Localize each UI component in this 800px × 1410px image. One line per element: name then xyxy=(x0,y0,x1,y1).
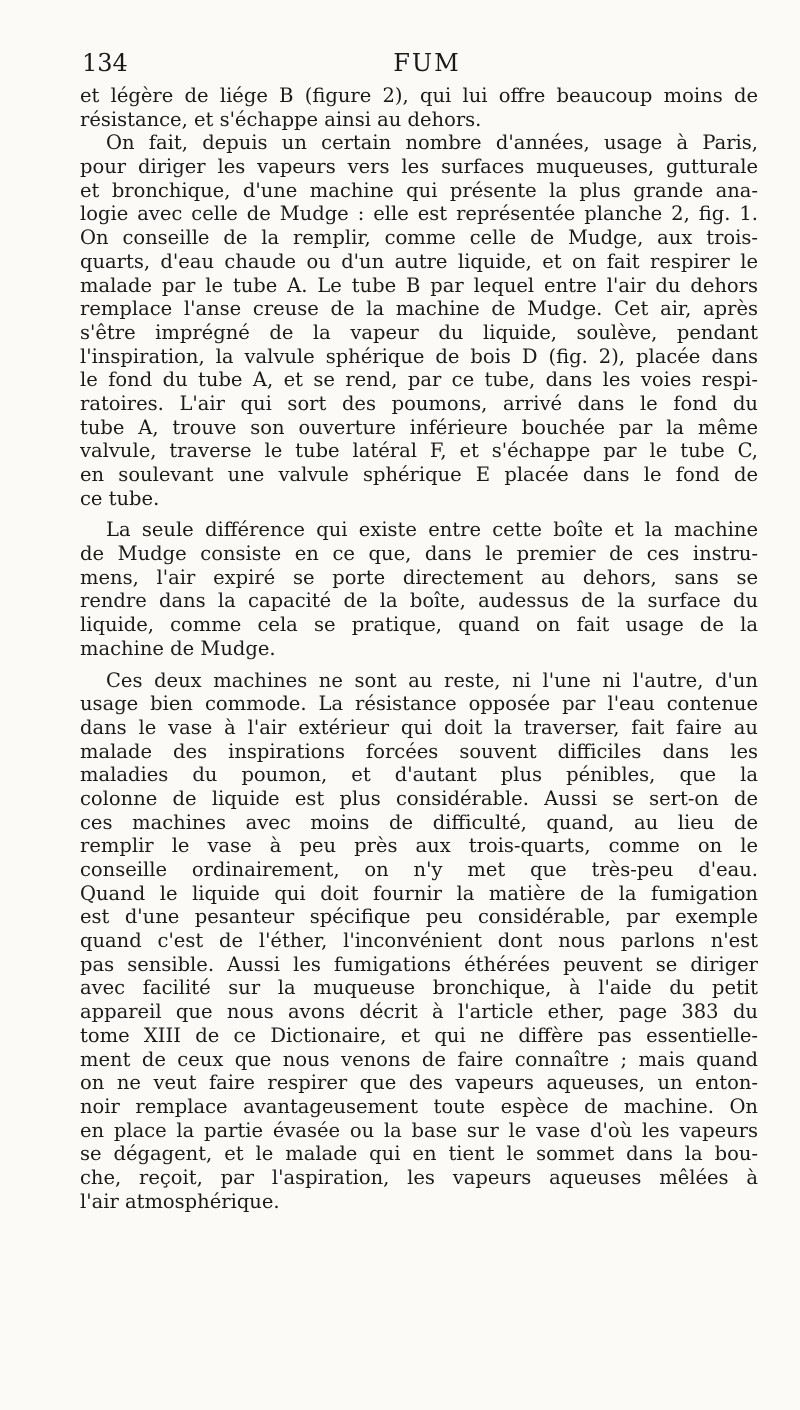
text-line: che, reçoit, par l'aspiration, les vapeurs aqueuses mêlées à xyxy=(80,1165,758,1189)
paragraph xyxy=(80,84,758,131)
text-line: Ces deux machines ne sont au reste, ni l'une ni l'autre, d'un xyxy=(106,668,758,692)
text-line: tome XIII de ce Dictionaire, et qui ne diffère pas essentielle- xyxy=(80,1023,758,1047)
text-line: ratoires. L'air qui sort des poumons, arrivé dans le fond du xyxy=(80,391,758,415)
text-line: usage bien commode. La résistance opposée par l'eau contenue xyxy=(80,692,758,716)
text-line: ce tube. xyxy=(80,486,160,510)
text-line: On fait, depuis un certain nombre d'années, usage à Paris, xyxy=(106,131,758,155)
paragraph xyxy=(80,669,758,1214)
text-line: mens, l'air expiré se porte directement au dehors, sans se xyxy=(80,565,758,589)
paragraph-gap xyxy=(80,661,758,669)
text-line: pour diriger les vapeurs vers les surfaces muqueuses, gutturale xyxy=(80,155,758,179)
page-header xyxy=(82,46,772,80)
text-line: Quand le liquide qui doit fournir la matière de la fumigation xyxy=(80,881,758,905)
text-line: quarts, d'eau chaude ou d'un autre liquide, et on fait respirer le xyxy=(80,249,758,273)
text-line: l'inspiration, la valvule sphérique de bois D (fig. 2), placée dans xyxy=(80,344,758,368)
text-line: rendre dans la capacité de la boîte, audessus de la surface du xyxy=(80,589,758,613)
paragraph xyxy=(80,131,758,510)
text-line: s'être imprégné de la vapeur du liquide, soulève, pendant xyxy=(80,320,758,344)
text-line: est d'une pesanteur spécifique peu considérable, par exemple xyxy=(80,905,758,929)
page-body xyxy=(80,84,758,1213)
running-head: FUM xyxy=(393,49,461,77)
text-line: ment de ceux que nous venons de faire connaître ; mais quand xyxy=(80,1047,758,1071)
paragraph-gap xyxy=(80,510,758,518)
text-line: valvule, traverse le tube latéral F, et s'échappe par le tube C, xyxy=(80,439,758,463)
page-number: 134 xyxy=(82,49,128,77)
text-line: La seule différence qui existe entre cette boîte et la machine xyxy=(106,518,758,542)
text-line: On conseille de la remplir, comme celle de Mudge, aux trois- xyxy=(80,226,758,250)
text-line: malade par le tube A. Le tube B par lequel entre l'air du dehors xyxy=(80,273,758,297)
text-line: remplace l'anse creuse de la machine de Mudge. Cet air, après xyxy=(80,297,758,321)
text-line: on ne veut faire respirer que des vapeurs aqueuses, un enton- xyxy=(80,1071,758,1095)
text-line: en place la partie évasée ou la base sur le vase d'où les vapeurs xyxy=(80,1118,758,1142)
text-line: maladies du poumon, et d'autant plus pénibles, que la xyxy=(80,763,758,787)
text-line: malade des inspirations forcées souvent difficiles dans les xyxy=(80,739,758,763)
text-line: colonne de liquide est plus considérable. Aussi se sert-on de xyxy=(80,786,758,810)
paragraph xyxy=(80,518,758,660)
text-line: et légère de liége B (figure 2), qui lui offre beaucoup moins de xyxy=(80,84,758,107)
text-line: quand c'est de l'éther, l'inconvénient dont nous parlons n'est xyxy=(80,929,758,953)
text-line: pas sensible. Aussi les fumigations éthérées peuvent se diriger xyxy=(80,952,758,976)
text-line: ces machines avec moins de difficulté, quand, au lieu de xyxy=(80,810,758,834)
text-line: avec facilité sur la muqueuse bronchique, à l'aide du petit xyxy=(80,976,758,1000)
text-line: remplir le vase à peu près aux trois-quarts, comme on le xyxy=(80,834,758,858)
text-line: se dégagent, et le malade qui en tient le sommet dans la bou- xyxy=(80,1142,758,1166)
text-line: en soulevant une valvule sphérique E placée dans le fond de xyxy=(80,463,758,486)
text-line: noir remplace avantageusement toute espèce de machine. On xyxy=(80,1094,758,1118)
text-line: de Mudge consiste en ce que, dans le premier de ces instru- xyxy=(80,542,758,566)
text-line: dans le vase à l'air extérieur qui doit la traverser, fait faire au xyxy=(80,715,758,739)
text-line: résistance, et s'échappe ainsi au dehors. xyxy=(80,107,482,131)
text-line: logie avec celle de Mudge : elle est représentée planche 2, fig. 1. xyxy=(80,202,758,226)
text-line: l'air atmosphérique. xyxy=(80,1189,280,1213)
text-line: le fond du tube A, et se rend, par ce tube, dans les voies respi- xyxy=(80,368,758,392)
text-line: tube A, trouve son ouverture inférieure bouchée par la même xyxy=(80,415,758,439)
text-line: machine de Mudge. xyxy=(80,636,276,660)
text-line: appareil que nous avons décrit à l'article ether, page 383 du xyxy=(80,1000,758,1024)
text-line: conseille ordinairement, on n'y met que très-peu d'eau. xyxy=(80,858,758,881)
text-line: et bronchique, d'une machine qui présente la plus grande ana- xyxy=(80,178,758,202)
text-line: liquide, comme cela se pratique, quand on fait usage de la xyxy=(80,613,758,637)
